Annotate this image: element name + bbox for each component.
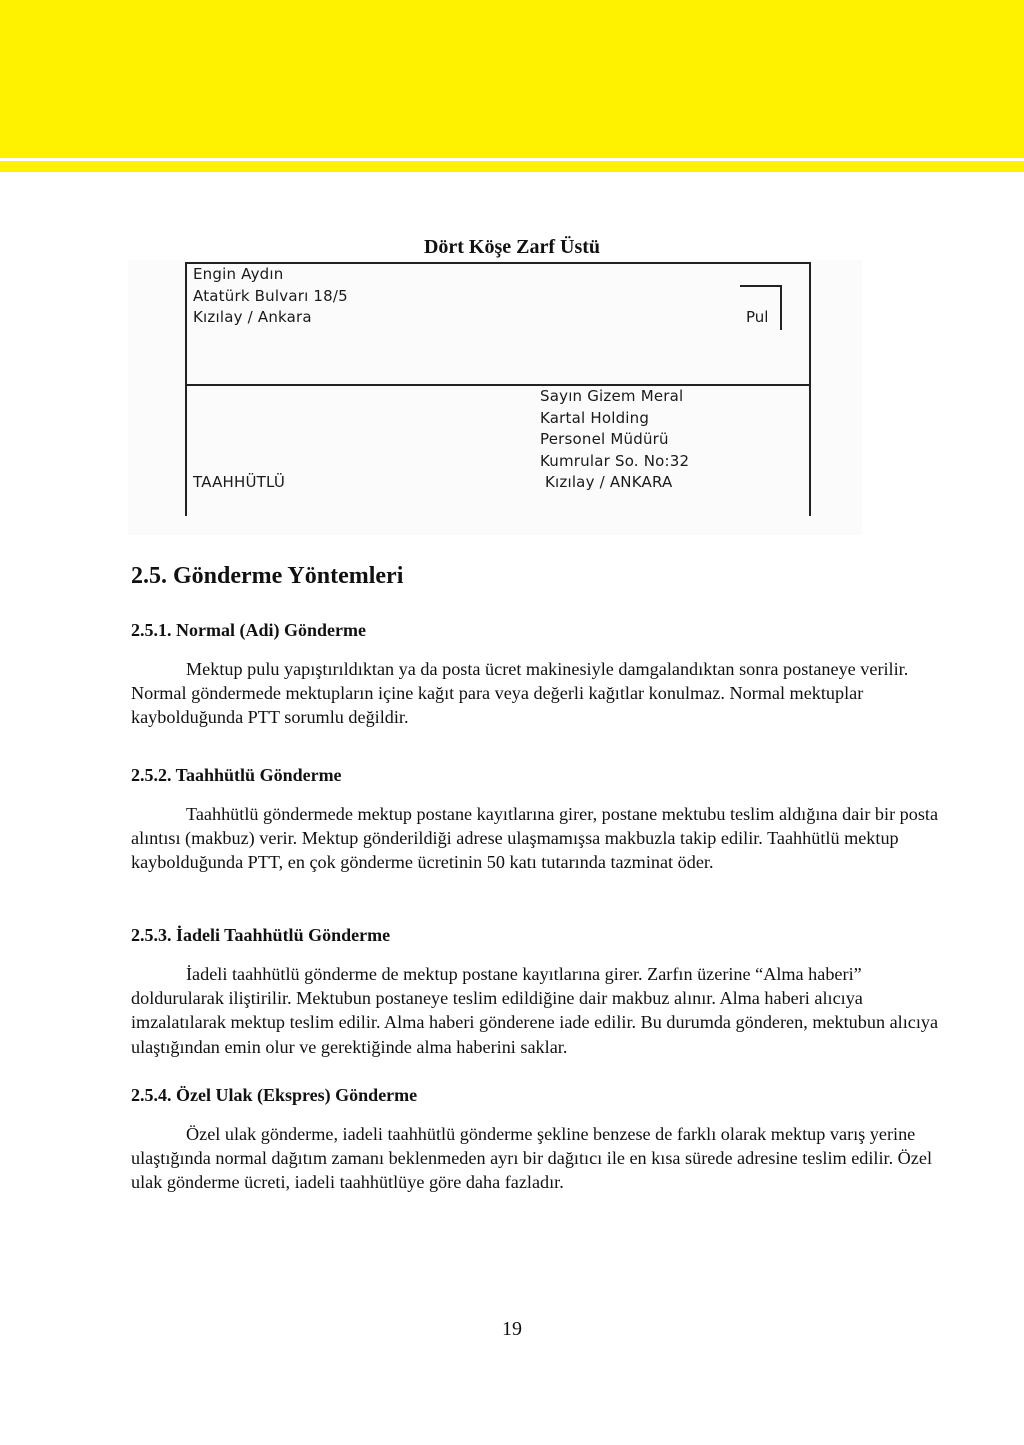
subsection-title: 2.5.3. İadeli Taahhütlü Gönderme <box>131 925 391 945</box>
registered-mark: TAAHHÜTLÜ <box>193 473 286 491</box>
header-color-band <box>0 0 1024 158</box>
sender-line: Atatürk Bulvarı 18/5 <box>193 286 348 305</box>
subsection-express <box>131 1085 951 1195</box>
subsection-text: İadeli taahhütlü gönderme de mektup postane kayıtlarına girer. Zarfın üzerine “Alma haberi” doldurularak iliştirilir. Mektubun postaneye teslim edildiğine dair makbuz alınır. Alma haberi alıcıya imzalatılarak mektup teslim edilir. Alma haberi gönderene iade edilir. Bu durumda gönderen, mektubun alıcıya ulaştığından emin olur ve gerektiğinde alma haberini saklar. <box>131 964 939 1057</box>
header-rule <box>0 161 1024 172</box>
subsection-text: Mektup pulu yapıştırıldıktan ya da posta ücret makinesiyle damgalandıktan sonra postaneye verilir. Normal göndermede mektupların içine kağıt para veya değerli kağıtlar konulmaz. Normal mektuplar kaybolduğunda PTT sorumlu değildir. <box>131 659 909 728</box>
subsection-return-receipt <box>131 925 951 1059</box>
envelope-diagram <box>185 262 811 516</box>
recipient-line: Sayın Gizem Meral <box>540 387 684 405</box>
recipient-address <box>540 386 689 494</box>
stamp-label: Pul <box>746 308 769 326</box>
section-title: 2.5. Gönderme Yöntemleri <box>131 563 404 589</box>
subsection-title: 2.5.2. Taahhütlü Gönderme <box>131 765 342 785</box>
figure-caption: Dört Köşe Zarf Üstü <box>423 236 601 258</box>
subsection-normal <box>131 620 951 730</box>
subsection-title: 2.5.1. Normal (Adi) Gönderme <box>131 620 366 640</box>
page-number: 19 <box>502 1318 522 1340</box>
envelope-divider <box>187 384 809 386</box>
recipient-line: Kartal Holding <box>540 408 650 427</box>
subsection-registered <box>131 765 951 875</box>
subsection-text: Özel ulak gönderme, iadeli taahhütlü gönderme şekline benzese de farklı olarak mektup varış yerine ulaştığında normal dağıtım zamanı beklenmeden ayrı bir dağıtıcı ile en kısa sürede adresine teslim edilir. Özel ulak gönderme ücreti, iadeli taahhütlüye göre daha fazladır. <box>131 1124 933 1193</box>
recipient-line: Kumrular So. No:32 <box>540 451 690 470</box>
sender-address <box>193 264 348 329</box>
sender-line: Engin Aydın <box>193 265 284 283</box>
subsection-title: 2.5.4. Özel Ulak (Ekspres) Gönderme <box>131 1085 418 1105</box>
recipient-line: Kızılay / ANKARA <box>540 473 673 491</box>
subsection-text: Taahhütlü göndermede mektup postane kayıtlarına girer, postane mektubu teslim aldığına dair bir posta alıntısı (makbuz) verir. Mektup gönderildiği adrese ulaşmamışsa makbuzla takip edilir. Taahhütlü mektup kaybolduğunda PTT, en çok gönderme ücretinin 50 katı tutarında tazminat öder. <box>131 804 939 873</box>
sender-line: Kızılay / Ankara <box>193 308 312 326</box>
recipient-line: Personel Müdürü <box>540 430 669 448</box>
